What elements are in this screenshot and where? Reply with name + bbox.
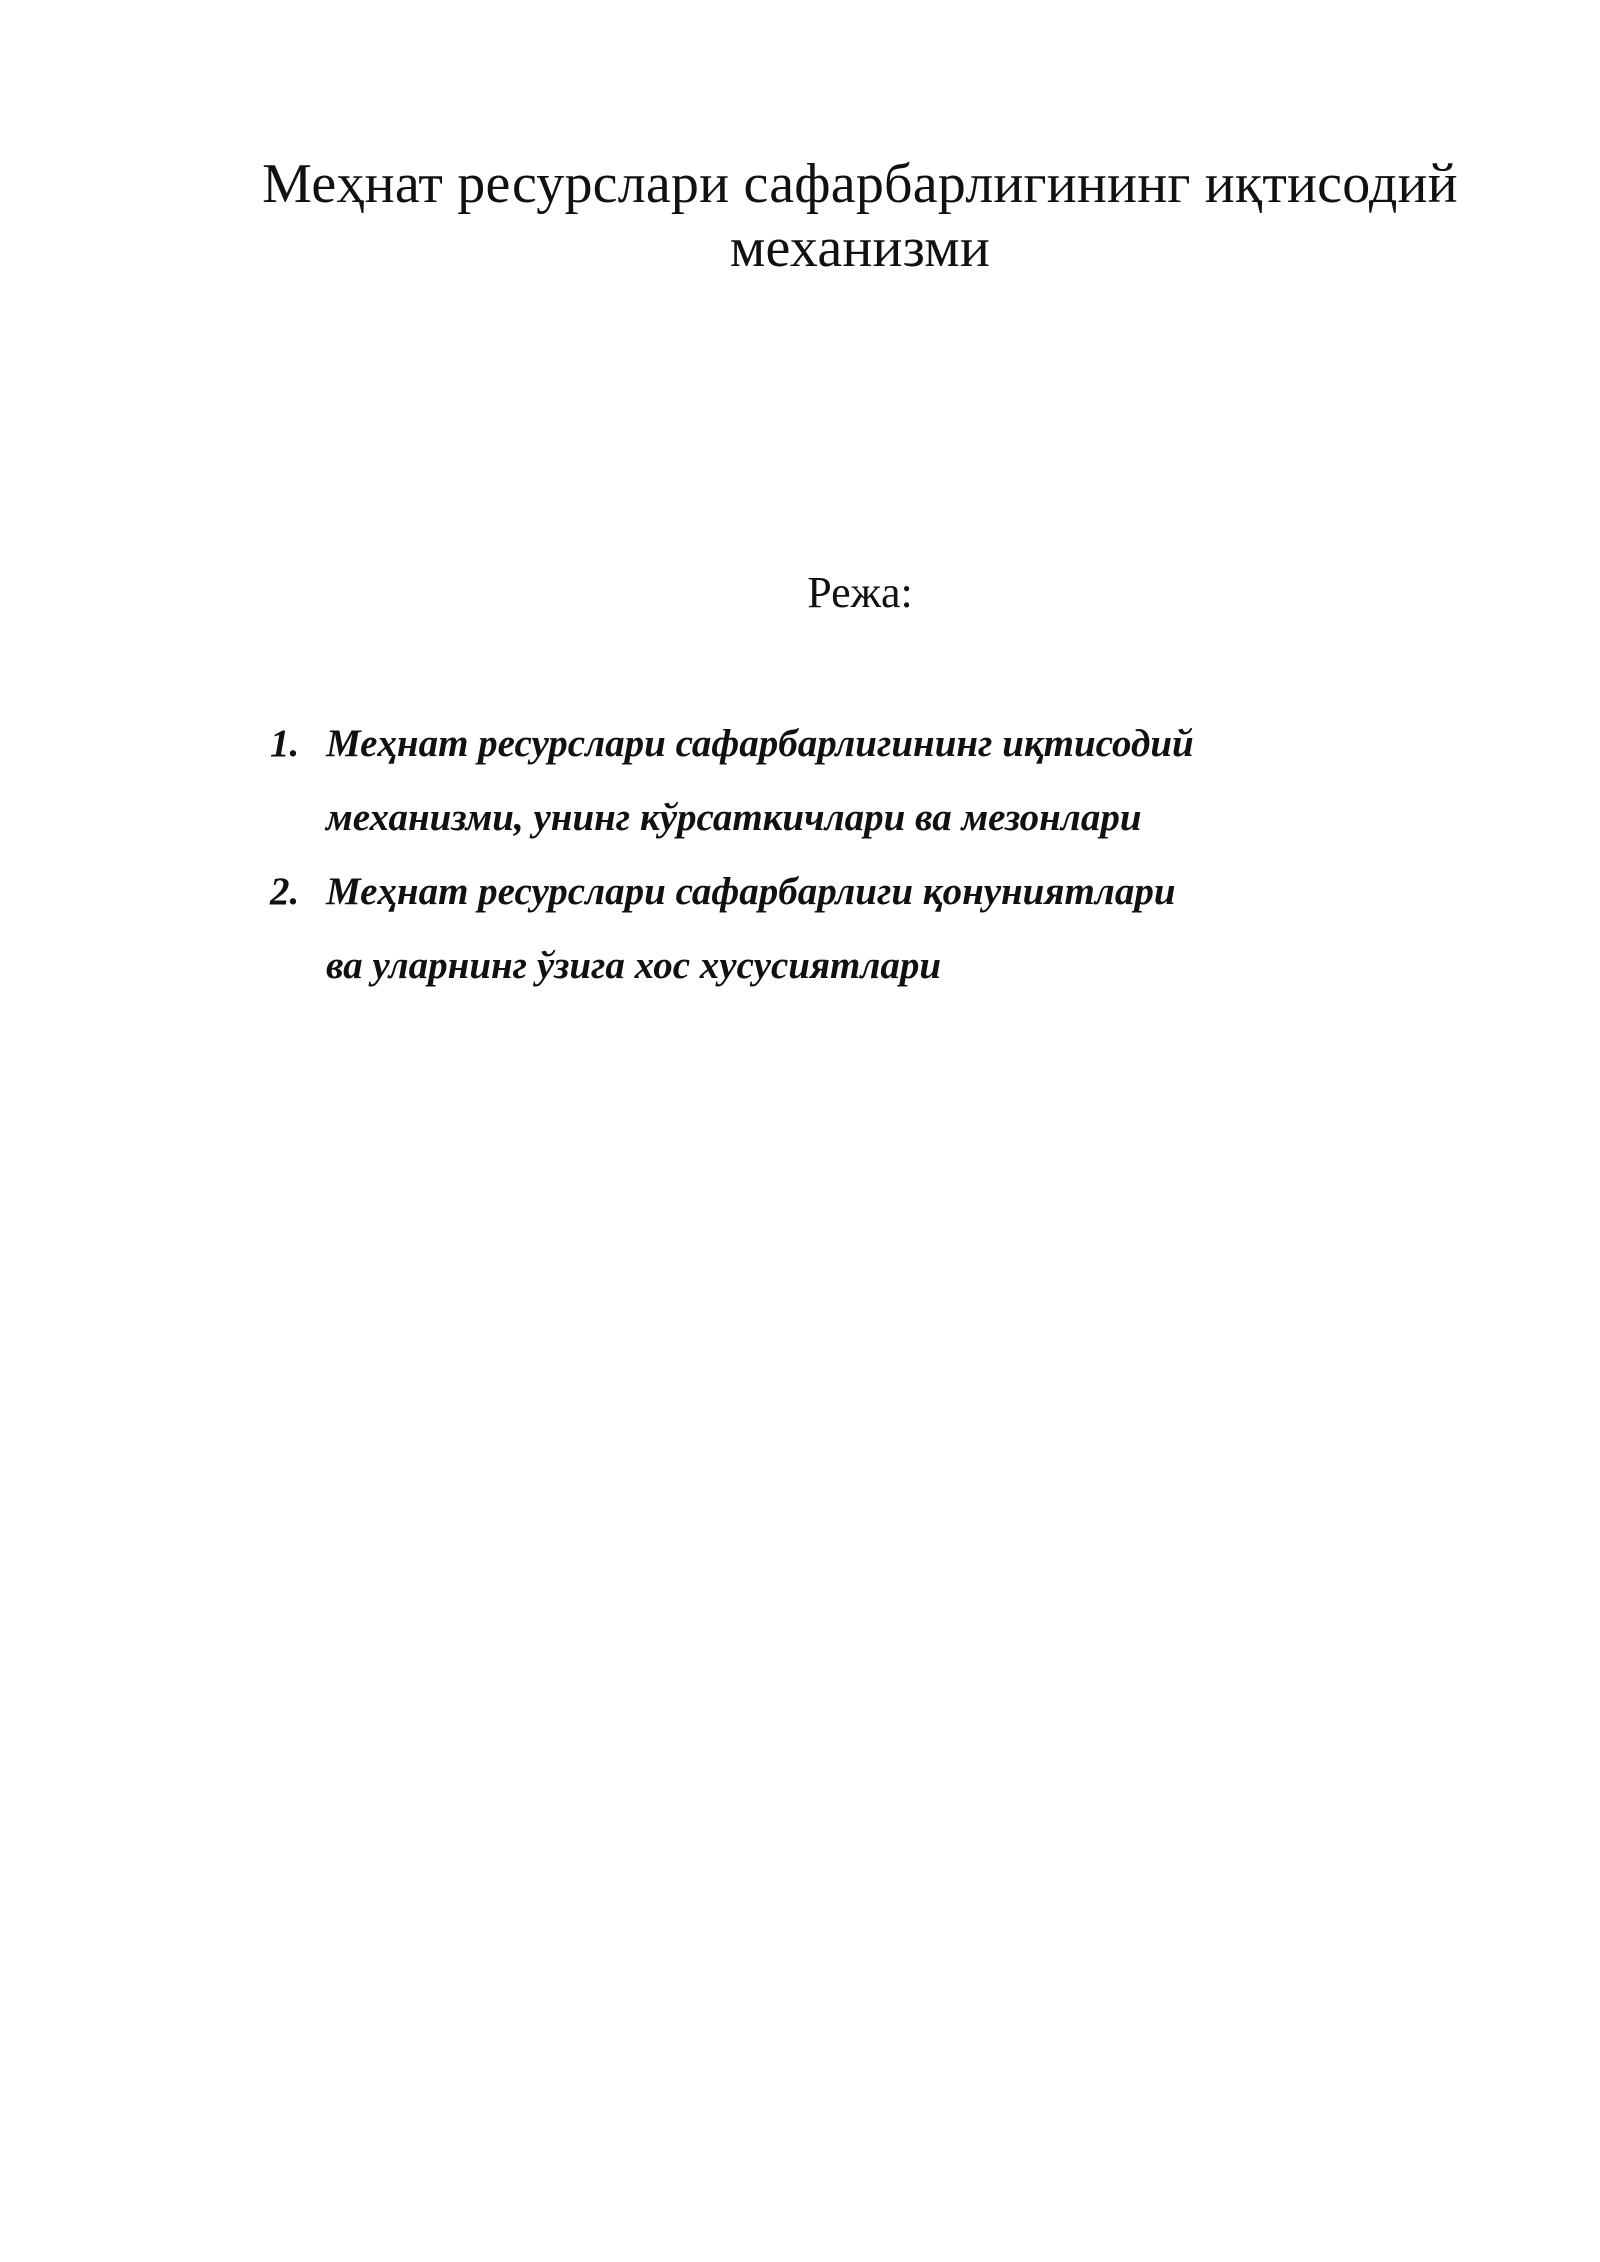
- plan-item-text: Меҳнат ресурслари сафарбарлигининг иқтисодий механизми, унинг кўрсаткичлари ва мезонлари: [326, 722, 1194, 839]
- document-title: Меҳнат ресурслари сафарбарлигининг иқтисодий механизми: [262, 153, 1458, 279]
- plan-heading: Режа:: [807, 568, 913, 617]
- plan-item-text: Меҳнат ресурслари сафарбарлиги қонуниятлари ва уларнинг ўзига хос хусусиятлари: [326, 870, 1176, 987]
- plan-item: [270, 855, 1410, 1003]
- plan-item: [270, 707, 1410, 855]
- plan-list: [270, 707, 1410, 1003]
- plan-item-number: 1.: [270, 722, 300, 765]
- plan-item-number: 2.: [270, 870, 300, 913]
